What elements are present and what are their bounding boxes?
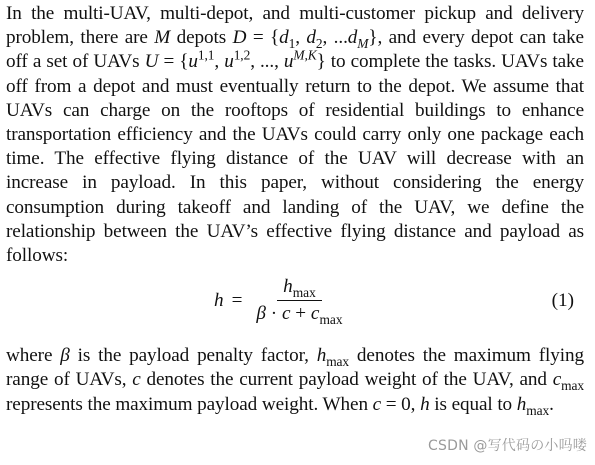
text-run: , ... <box>322 27 348 49</box>
text-run: depots <box>170 27 233 49</box>
eq-den-cmax: c <box>310 303 320 325</box>
text-run: } to complete the tasks. UAVs take off from a depot and must eventually return to the depot. We assume that UAVs can charge on the rooftops of residential buildings to enhance transportation efficiency and the UAVs could carry only one package each time. The effective flying distance of the UAV will decrease with an increase in payload. In this paper, without considering the energy consumption during takeoff and landing of the UAV, we define the relationship between the UAV’s effective flying distance and payload as follows: <box>6 51 584 267</box>
equation-body <box>214 276 349 328</box>
math-var-hmax: h <box>316 345 327 367</box>
eq-den-dot: · <box>265 303 282 325</box>
math-var-D: D <box>232 27 247 49</box>
math-var-hmax: h <box>516 393 527 415</box>
eq-num-sub: max <box>292 285 316 301</box>
math-var-uMK: u <box>283 51 294 73</box>
eq-equals: = <box>231 289 243 311</box>
text-run: = 0, <box>381 393 421 415</box>
math-var-u11: u <box>188 51 198 73</box>
math-var-c: c <box>372 393 382 415</box>
text-run: where <box>6 345 61 367</box>
math-sub: 2 <box>315 36 323 52</box>
math-sup: 1,2 <box>233 48 251 64</box>
math-sub: M <box>357 36 369 52</box>
math-var-h: h <box>420 393 430 415</box>
eq-num-var: h <box>283 276 293 298</box>
eq-den-cmax-sub: max <box>319 312 343 328</box>
math-var-u12: u <box>224 51 234 73</box>
text-run: }, and every depot can take off a set of UAVs <box>6 27 584 73</box>
eq-numerator <box>277 276 322 301</box>
paragraph-variable-definitions <box>6 344 584 417</box>
text-run: . <box>549 393 554 415</box>
text-run: , ..., <box>250 51 284 73</box>
math-sub: 1 <box>288 36 296 52</box>
math-sup: M,K <box>293 48 317 64</box>
math-var-beta: β <box>60 345 70 367</box>
eq-den-plus: + <box>290 303 311 325</box>
math-sub: max <box>526 402 550 418</box>
eq-den-beta: β <box>256 303 266 325</box>
eq-lhs: h <box>214 289 224 311</box>
text-run: denotes the maximum flying range of UAVs, <box>6 345 584 391</box>
math-var-U: U <box>144 51 159 73</box>
math-var-M: M <box>154 27 171 49</box>
math-var-dM: d <box>347 27 358 49</box>
text-run: , <box>295 27 307 49</box>
csdn-watermark: CSDN @写代码の小吗喽 <box>428 438 587 454</box>
math-var-cmax: c <box>552 369 562 391</box>
math-var-c: c <box>132 369 141 391</box>
eq-denominator <box>250 301 348 328</box>
text-run: denotes the current payload weight of the UAV, and <box>140 369 553 391</box>
text-run: In the multi-UAV, multi-depot, and multi-customer pickup and delivery problem, there are <box>6 3 584 49</box>
paragraph-problem-definition <box>6 2 584 268</box>
text-run: represents the maximum payload weight. When <box>6 393 373 415</box>
eq-den-c: c <box>281 303 291 325</box>
math-sub: max <box>561 378 584 394</box>
math-sup: 1,1 <box>197 48 215 64</box>
eq-fraction <box>250 276 348 328</box>
text-run: = { <box>158 51 189 73</box>
text-run: is equal to <box>429 393 517 415</box>
equation-1 <box>6 272 584 340</box>
text-run: = { <box>246 27 280 49</box>
math-var-d2: d <box>306 27 316 49</box>
text-run: , <box>214 51 225 73</box>
text-run: is the payload penalty factor, <box>69 345 317 367</box>
equation-number: (1) <box>551 290 574 312</box>
math-var-d1: d <box>279 27 289 49</box>
paper-excerpt <box>6 2 584 417</box>
math-sub: max <box>326 354 350 370</box>
